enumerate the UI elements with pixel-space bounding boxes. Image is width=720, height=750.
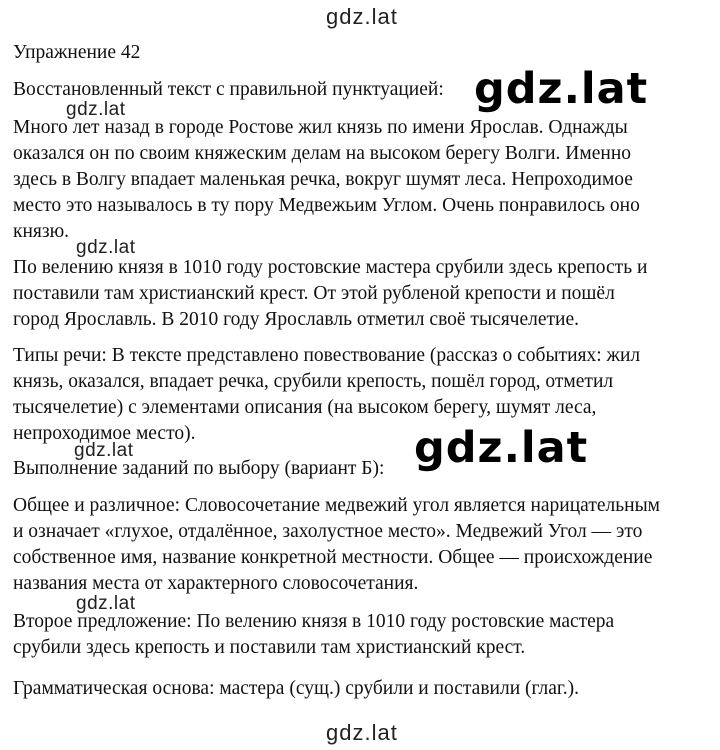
text-line: Общее и различное: Словосочетание медвежий угол является нарицательным (13, 495, 661, 516)
watermark-bottom: gdz.lat (326, 720, 398, 745)
watermark-top: gdz.lat (326, 4, 398, 29)
text-line: Много лет назад в городе Ростове жил князь по имени Ярослав. Однажды (13, 117, 628, 138)
task-choice-line: Выполнение заданий по выбору (вариант Б): (13, 458, 385, 479)
watermark-small-1: gdz.lat (66, 99, 126, 120)
watermark-big-2: gdz.lat (410, 427, 592, 470)
text-line: По велению князя в 1010 году ростовские мастера срубили здесь крепость и (13, 257, 648, 278)
intro-line: Восстановленный текст с правильной пунктуацией: (13, 79, 444, 100)
paragraph-story-2 (13, 255, 713, 333)
text-line: поставили там христианский крест. От этой рубленой крепости и пошёл (13, 283, 615, 304)
text-line: Типы речи: В тексте представлено повествование (рассказ о событиях: жил (13, 345, 641, 366)
watermark-small-2: gdz.lat (76, 237, 136, 258)
text-line: князю. (13, 221, 70, 242)
text-line: срубили здесь крепость и поставили там христианский крест. (13, 637, 526, 658)
text-line: князь, оказался, впадает речка, срубили крепость, пошёл город, отметил (13, 371, 614, 392)
text-line: непроходимое место). (13, 423, 196, 444)
text-line: собственное имя, название конкретной местности. Общее — происхождение (13, 547, 653, 568)
text-line: оказался он по своим княжеским делам на высоком берегу Волги. Именно (13, 143, 632, 164)
watermark-small-4: gdz.lat (76, 593, 136, 614)
text-line: здесь в Волгу впадает маленькая речка, вокруг шумят леса. Непроходимое (13, 169, 633, 190)
paragraph-speech-types (13, 343, 713, 447)
grammar-basis-line: Грамматическая основа: мастера (сущ.) срубили и поставили (глаг.). (13, 678, 579, 699)
text-line: город Ярославль. В 2010 году Ярославль отметил своё тысячелетие. (13, 309, 580, 330)
text-line: место это называлось в ту пору Медвежьим Углом. Очень понравилось оно (13, 195, 640, 216)
exercise-heading: Упражнение 42 (13, 42, 141, 63)
text-line: тысячелетие) с элементами описания (на высоком берегу, шумят леса, (13, 397, 597, 418)
text-line: Второе предложение: По велению князя в 1010 году ростовские мастера (13, 611, 615, 632)
text-line: названия места от характерного словосочетания. (13, 573, 419, 594)
paragraph-story-1 (13, 115, 713, 245)
paragraph-common-diff (13, 493, 713, 597)
watermark-small-3: gdz.lat (74, 440, 134, 461)
text-line: и означает «глухое, отдалённое, захолустное место». Медвежий Угол — это (13, 521, 643, 542)
paragraph-second-sentence (13, 609, 713, 661)
watermark-big-1: gdz.lat (470, 68, 652, 111)
